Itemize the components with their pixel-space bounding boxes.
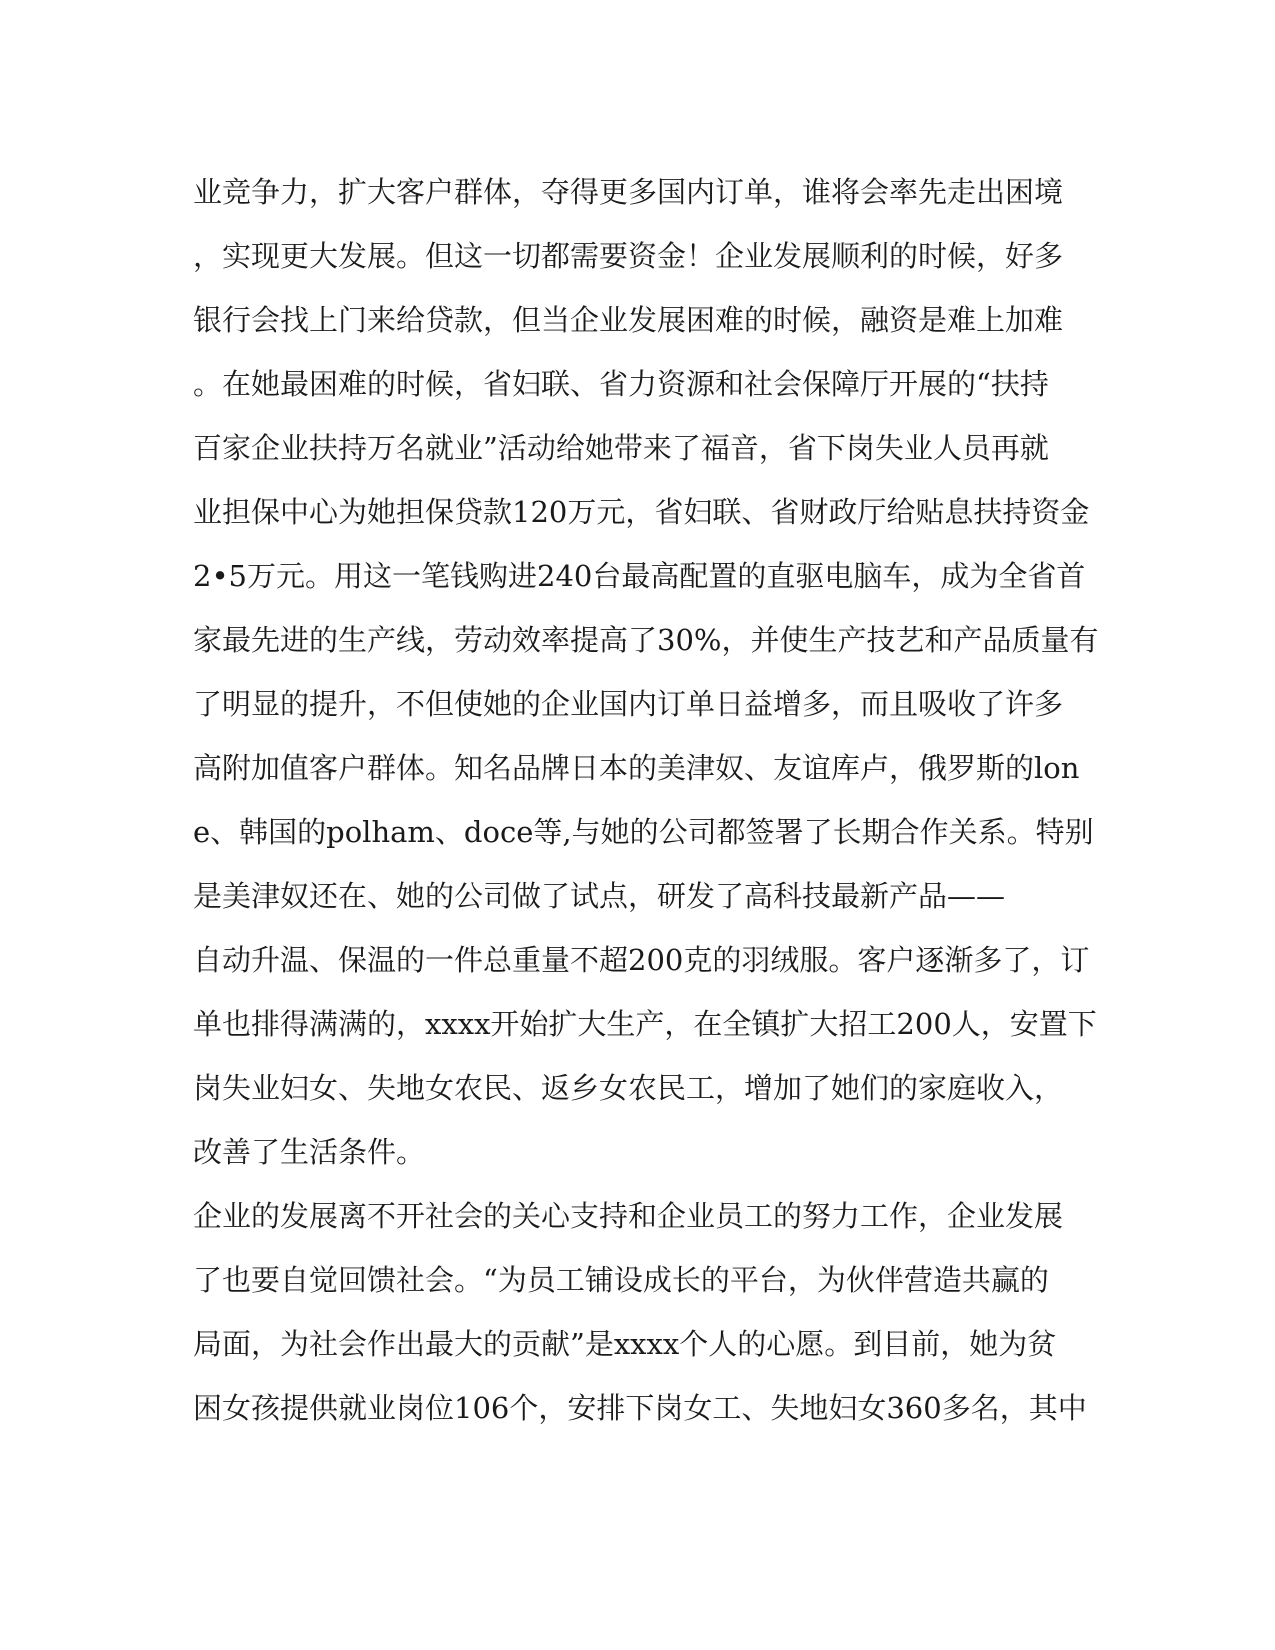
text-line: 家最先进的生产线，劳动效率提高了30%，并使生产技艺和产品质量有 [193,623,1099,657]
text-line: 困女孩提供就业岗位106个，安排下岗女工、失地妇女360多名，其中 [193,1391,1087,1425]
text-line: e、韩国的polham、doce等,与她的公司都签署了长期合作关系。特别 [193,815,1094,849]
text-line: 单也排得满满的，xxxx开始扩大生产，在全镇扩大招工200人，安置下 [193,1007,1097,1041]
document-body [193,160,1099,1440]
text-line: 是美津奴还在、她的公司做了试点，研发了高科技最新产品—— [193,879,1006,913]
text-line: 了明显的提升，不但使她的企业国内订单日益增多，而且吸收了许多 [193,687,1064,721]
text-line: ，实现更大发展。但这一切都需要资金！企业发展顺利的时候，好多 [193,239,1064,273]
text-line: 了也要自觉回馈社会。“为员工铺设成长的平台，为伙伴营造共赢的 [193,1263,1049,1297]
text-line: 高附加值客户群体。知名品牌日本的美津奴、友谊库卢，俄罗斯的lon [193,751,1080,785]
text-line: 业担保中心为她担保贷款120万元，省妇联、省财政厅给贴息扶持资金 [193,495,1090,529]
text-line: 改善了生活条件。 [193,1135,426,1169]
text-line: 自动升温、保温的一件总重量不超200克的羽绒服。客户逐渐多了，订 [193,943,1090,977]
text-line: 企业的发展离不开社会的关心支持和企业员工的努力工作，企业发展 [193,1199,1064,1233]
text-line: 百家企业扶持万名就业”活动给她带来了福音，省下岗失业人员再就 [193,431,1049,465]
text-line: 2•5万元。用这一笔钱购进240台最高配置的直驱电脑车，成为全省首 [193,559,1086,593]
text-line: 业竞争力，扩大客户群体，夺得更多国内订单，谁将会率先走出困境 [193,175,1064,209]
text-line: 岗失业妇女、失地女农民、返乡女农民工，增加了她们的家庭收入， [193,1071,1064,1105]
text-line: 局面，为社会作出最大的贡献”是xxxx个人的心愿。到目前，她为贫 [193,1327,1057,1361]
text-line: 银行会找上门来给贷款，但当企业发展困难的时候，融资是难上加难 [193,303,1064,337]
text-line: 。在她最困难的时候，省妇联、省力资源和社会保障厅开展的“扶持 [193,367,1049,401]
